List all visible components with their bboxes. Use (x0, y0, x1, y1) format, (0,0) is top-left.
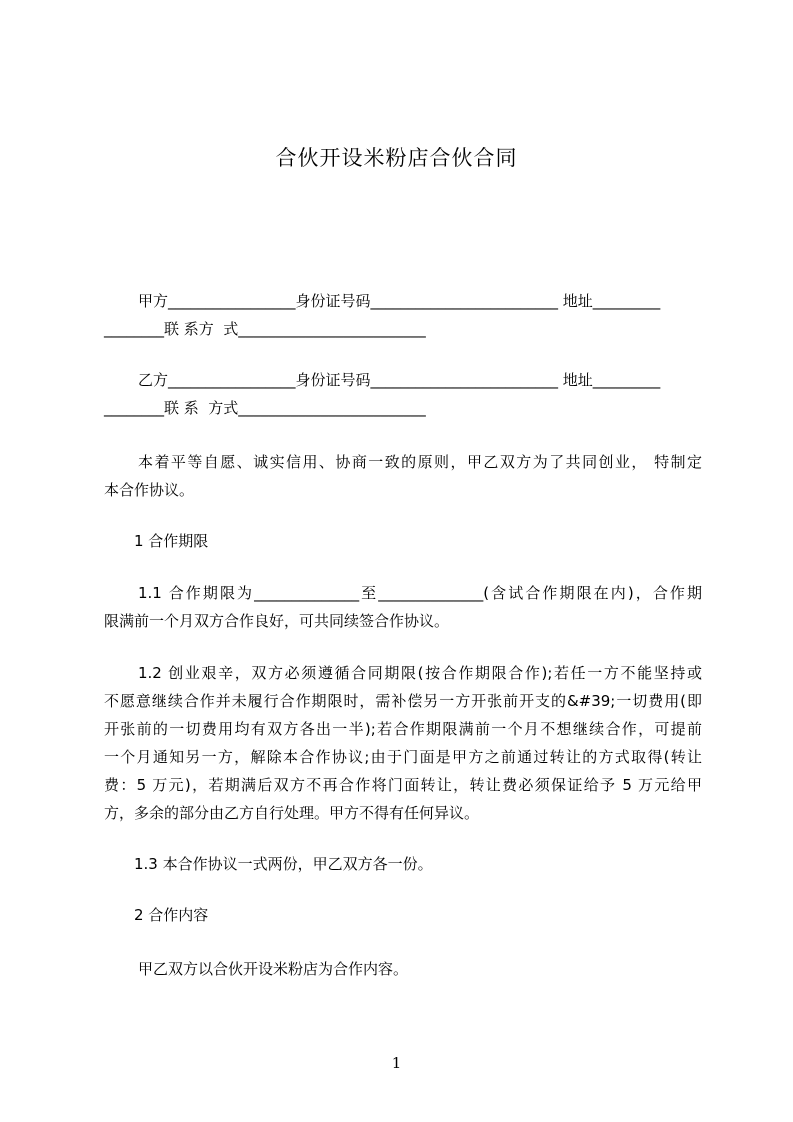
clause-1-2-line-6: 方，多余的部分由乙方自行处理。甲方不得有任何异议。 (104, 804, 480, 822)
clause-1-2-line-3: 开张前的一切费用均有双方各出一半);若合作期限满前一个月不想继续合作，可提前 (104, 720, 702, 738)
clause-1-1-line-1: 1.1 合作期限为______________至______________(含试合作期限在内)，合作期 (138, 584, 702, 602)
document-title: 合伙开设米粉店合伙合同 (275, 146, 518, 170)
preamble-line-2: 本合作协议。 (104, 481, 195, 499)
preamble-line-1: 本着平等自愿、诚实信用、协商一致的原则，甲乙双方为了共同创业， 特制定 (138, 453, 702, 471)
section-1-heading: 1 合作期限 (134, 532, 209, 550)
clause-1-2-line-5: 费：5 万元)，若期满后双方不再合作将门面转让，转让费必须保证给予 5 万元给甲 (104, 776, 702, 794)
party-a-line-1: 甲方_________________身份证号码_________________________ 地址_________ (138, 292, 661, 310)
clause-1-2-line-1: 1.2 创业艰辛，双方必须遵循合同期限(按合作期限合作);若任一方不能坚持或 (138, 664, 702, 682)
page-number: 1 (391, 1054, 402, 1072)
clause-1-2-line-2: 不愿意继续合作并未履行合作期限时，需补偿另一方开张前开支的&#39;一切费用(即 (104, 692, 702, 710)
clause-1-1-line-2: 限满前一个月双方合作良好，可共同续签合作协议。 (104, 612, 450, 630)
section-2-heading: 2 合作内容 (134, 906, 209, 924)
clause-1-2-line-4: 一个月通知另一方，解除本合作协议;由于门面是甲方之前通过转让的方式取得(转让 (104, 748, 702, 766)
party-b-line-1: 乙方_________________身份证号码_________________________ 地址_________ (138, 371, 661, 389)
party-b-line-2: ________联 系 方式_________________________ (104, 399, 426, 417)
party-a-line-2: ________联 系方 式_________________________ (104, 320, 426, 338)
section-2-text: 甲乙双方以合伙开设米粉店为合作内容。 (138, 960, 409, 978)
clause-1-3: 1.3 本合作协议一式两份，甲乙双方各一份。 (134, 855, 433, 873)
